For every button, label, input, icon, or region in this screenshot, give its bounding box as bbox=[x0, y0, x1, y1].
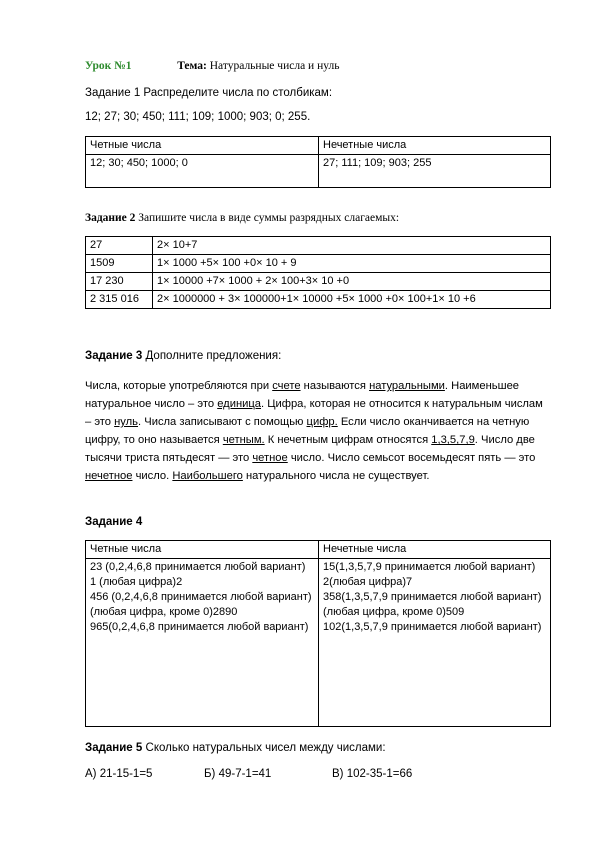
task3-text-part: число. Число семьсот восемьдесят пять — это bbox=[287, 452, 536, 464]
task3-heading bbox=[85, 350, 281, 362]
task4-head-even: Четные числа bbox=[86, 541, 319, 559]
list-item: 15(1,3,5,7,9 принимается любой вариант) bbox=[323, 561, 536, 573]
task1-head-odd: Нечетные числа bbox=[319, 137, 551, 155]
lesson-number: Урок №1 bbox=[85, 60, 132, 72]
task2-sum: 2× 10+7 bbox=[153, 237, 551, 255]
task2-sum: 2× 1000000 + 3× 100000+1× 10000 +5× 1000 +0× 100+1× 10 +6 bbox=[153, 291, 551, 309]
task3-text-part: натурального числа не существует. bbox=[242, 470, 430, 482]
list-item: 965(0,2,4,6,8 принимается любой вариант) bbox=[90, 621, 309, 633]
task2-label: Задание 2 bbox=[85, 212, 136, 224]
task5-answer-a: А) 21-15-1=5 bbox=[85, 768, 153, 780]
task2-number: 1509 bbox=[86, 255, 153, 273]
table-row bbox=[86, 291, 551, 309]
list-item: 456 (0,2,4,6,8 принимается любой вариант) bbox=[90, 591, 312, 603]
task5-text: Сколько натуральных чисел между числами: bbox=[145, 742, 386, 754]
table-row bbox=[86, 237, 551, 255]
task5-answer-b: Б) 49-7-1=41 bbox=[204, 768, 272, 780]
task3-text-part: число. bbox=[132, 470, 173, 482]
list-item: (любая цифра, кроме 0)2890 bbox=[90, 606, 238, 618]
task3-text-part: Если число оканчивается на четную цифру, то оно называется bbox=[85, 416, 530, 446]
task2-number: 27 bbox=[86, 237, 153, 255]
task3-answer: нуль bbox=[114, 416, 139, 428]
task1-cell-odd: 27; 111; 109; 903; 255 bbox=[319, 155, 551, 188]
task1-numbers: 12; 27; 30; 450; 111; 109; 1000; 903; 0; 255. bbox=[85, 111, 311, 123]
task3-answer: четное bbox=[252, 452, 288, 464]
task3-answer: натуральными bbox=[369, 380, 445, 392]
task2-sum: 1× 10000 +7× 1000 + 2× 100+3× 10 +0 bbox=[153, 273, 551, 291]
task4-odd-column bbox=[319, 559, 551, 727]
task4-table bbox=[85, 540, 551, 727]
task3-text-part: К нечетным цифрам относятся bbox=[264, 434, 432, 446]
task2-number: 2 315 016 bbox=[86, 291, 153, 309]
list-item: 23 (0,2,4,6,8 принимается любой вариант) bbox=[90, 561, 306, 573]
list-item: (любая цифра, кроме 0)509 bbox=[323, 606, 465, 618]
topic-label: Тема: bbox=[177, 60, 207, 72]
task5-answer-c: В) 102-35-1=66 bbox=[332, 768, 413, 780]
task3-text-part: . Число две тысячи триста пятьдесят — это bbox=[85, 434, 535, 464]
task4-even-column bbox=[86, 559, 319, 727]
task2-text: Запишите числа в виде суммы разрядных слагаемых: bbox=[138, 212, 400, 224]
task3-answer: четным. bbox=[222, 434, 265, 446]
lesson-header bbox=[85, 60, 339, 72]
task3-text: Дополните предложения: bbox=[145, 350, 282, 362]
topic-title: Натуральные числа и нуль bbox=[209, 60, 340, 72]
task5-heading bbox=[85, 742, 386, 754]
task3-text-part: . Цифра, которая не относится к натуральным числам – это bbox=[85, 398, 543, 428]
task4-head-odd: Нечетные числа bbox=[319, 541, 551, 559]
task2-sum: 1× 1000 +5× 100 +0× 10 + 9 bbox=[153, 255, 551, 273]
task5-label: Задание 5 bbox=[85, 742, 143, 754]
list-item: 358(1,3,5,7,9 принимается любой вариант) bbox=[323, 591, 542, 603]
task3-answer: единица bbox=[217, 398, 261, 410]
task2-heading bbox=[85, 212, 399, 224]
task4-label: Задание 4 bbox=[85, 516, 143, 528]
task3-text-part: называются bbox=[300, 380, 370, 392]
task1-head-even: Четные числа bbox=[86, 137, 319, 155]
task1-text: Распределите числа по столбикам: bbox=[143, 87, 333, 99]
task1-label: Задание 1 bbox=[85, 87, 141, 99]
task1-heading bbox=[85, 87, 332, 99]
table-row bbox=[86, 255, 551, 273]
list-item: 1 (любая цифра)2 bbox=[90, 576, 183, 588]
list-item: 102(1,3,5,7,9 принимается любой вариант) bbox=[323, 621, 542, 633]
task3-answer: нечетное bbox=[85, 470, 133, 482]
task3-answer: 1,3,5,7,9 bbox=[431, 434, 475, 446]
task3-paragraph bbox=[85, 377, 550, 485]
task3-text-part: Числа, которые употребляются при bbox=[85, 380, 273, 392]
task3-answer: цифр. bbox=[306, 416, 338, 428]
task3-text-part: . Числа записывают с помощью bbox=[138, 416, 307, 428]
task3-text-part: . Наименьшее натуральное число – это bbox=[85, 380, 520, 410]
task3-label: Задание 3 bbox=[85, 350, 143, 362]
task1-cell-even: 12; 30; 450; 1000; 0 bbox=[86, 155, 319, 188]
task2-table bbox=[85, 236, 551, 309]
task3-answer: Наибольшего bbox=[172, 470, 243, 482]
task3-answer: счете bbox=[272, 380, 301, 392]
list-item: 2(любая цифра)7 bbox=[323, 576, 413, 588]
task1-table bbox=[85, 136, 551, 188]
task2-number: 17 230 bbox=[86, 273, 153, 291]
table-row bbox=[86, 273, 551, 291]
